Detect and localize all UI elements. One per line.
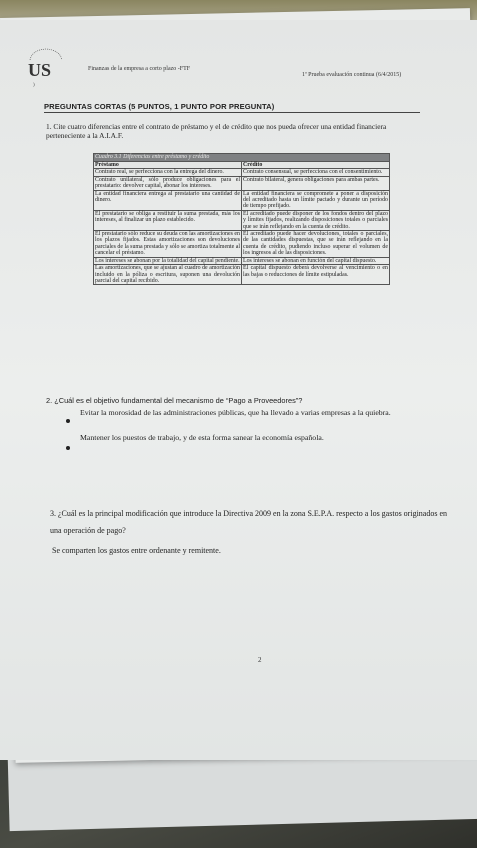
table-cell: El acreditado puede disponer de los fondos dentro del plazo y límites fijados, realizando disposiciones totales o parciales que se irán reflejando en la cuenta de crédito. xyxy=(243,210,388,230)
question-1: 1. Cite cuatro diferencias entre el contrato de préstamo y el de crédito que nos pueda ofrecer una entidad financiera perteneciente a la A.I.A.F. xyxy=(46,122,387,140)
bullet-icon xyxy=(66,446,70,450)
university-logo xyxy=(24,46,68,90)
page-number: 2 xyxy=(258,656,262,664)
table-row xyxy=(94,265,390,285)
table-cell: Contrato bilateral, genera obligaciones para ambas partes. xyxy=(242,176,390,190)
svg-text:): ) xyxy=(33,83,35,88)
table-cell: Contrato consensual, se perfecciona con el consentimiento. xyxy=(242,169,390,176)
section-title: PREGUNTAS CORTAS (5 PUNTOS, 1 PUNTO POR PREGUNTA) xyxy=(44,102,275,111)
column-header-credito: Crédito xyxy=(242,162,390,169)
svg-text:US: US xyxy=(28,60,52,80)
course-header: Finanzas de la empresa a corto plazo -FTF xyxy=(88,66,191,72)
table-row xyxy=(94,231,390,258)
bullet-icon xyxy=(66,419,70,423)
table-cell: El capital dispuesto deberá devolverse al vencimiento o en las bajas o reducciones de límite estipuladas. xyxy=(242,265,390,285)
table-row xyxy=(94,257,390,264)
answer-3: Se comparten los gastos entre ordenante y remitente. xyxy=(52,546,221,555)
table-cell: La entidad financiera se compromete a poner a disposición del acreditado hasta un límite pactado y durante un período de tiempo prefijado. xyxy=(243,190,388,210)
table-cell: El prestatario sólo reduce su deuda con las amortizaciones en los plazos fijados. Estas amortizaciones son devoluciones parciales de la suma prestada y sólo se amortiza totalmente al cancelar el préstamo. xyxy=(95,231,240,257)
answer-2-item-2: Mantener los puestos de trabajo, y de esta forma sanear la economía española. xyxy=(80,433,324,442)
table-caption: Cuadro 3.1 Diferencias entre préstamo y crédito xyxy=(94,154,390,162)
table-cell: El acreditado puede hacer devoluciones, totales o parciales, de las cantidades dispuestas, que se irán reflejando en la cuenta de crédito, pudiendo incluso superar el volumen de los ingresos al de las disposiciones. xyxy=(243,231,388,257)
table-cell: Contrato real, se perfecciona con la entrega del dinero. xyxy=(94,169,242,176)
table-cell: La entidad financiera entrega al prestatario una cantidad de dinero. xyxy=(94,190,242,210)
table-cell: Contrato unilateral, sólo produce obligaciones para el prestatario: devolver capital, abonar los intereses. xyxy=(95,176,240,190)
table-cell: El prestatario se obliga a restituir la suma prestada, más los intereses, al finalizar un plazo establecido. xyxy=(94,210,242,230)
exam-header: 1ª Prueba evaluación continua (6/4/2015) xyxy=(302,72,402,78)
answer-2-item-1: Evitar la morosidad de las administraciones públicas, que ha llevado a varias empresas a la quiebra. xyxy=(80,408,391,417)
table-row xyxy=(94,176,390,190)
question-3: 3. ¿Cuál es la principal modificación que introduce la Directiva 2009 en la zona S.E.P.A. respecto a los gastos originados en una operación de pago? xyxy=(50,509,447,535)
column-header-prestamo: Préstamo xyxy=(94,162,242,169)
table-cell: Las amortizaciones, que se ajustan al cuadro de amortización incluido en la póliza o escritura, suponen una devolución parcial del capital recibido. xyxy=(95,265,240,284)
table-cell: Los intereses se abonan por la totalidad del capital pendiente. xyxy=(95,257,240,264)
table-row xyxy=(94,210,390,230)
comparison-table xyxy=(93,153,390,285)
table-row xyxy=(94,190,390,210)
table-cell: Los intereses se abonan en función del capital dispuesto. xyxy=(242,257,390,264)
question-2: 2. ¿Cuál es el objetivo fundamental del mecanismo de “Pago a Proveedores”? xyxy=(46,396,303,405)
table-row xyxy=(94,169,390,176)
section-divider xyxy=(44,112,420,113)
